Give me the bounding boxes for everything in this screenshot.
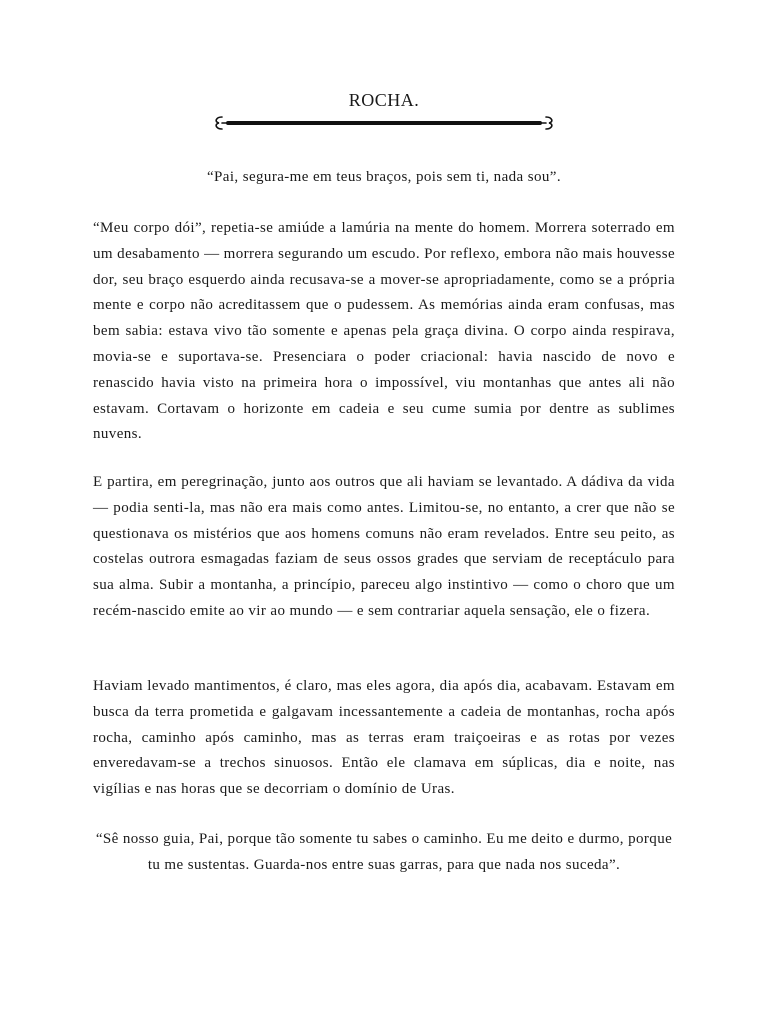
closing-quote: “Sê nosso guia, Pai, porque tão somente tu sabes o caminho. Eu me deito e durmo, porque tu me sustentas. Guarda-nos entre suas garras, para que nada nos suceda”. [95,831,673,873]
epigraph: “Pai, segura-me em teus braços, pois sem ti, nada sou”. [207,169,561,185]
body-paragraph-2: E partira, em peregrinação, junto aos outros que ali haviam se levantado. A dádiva da vida — podia senti-la, mas não era mais como antes. Limitou-se, no entanto, a crer que não se questionava os mistérios que aos homens comuns não eram revelados. Entre seu peito, as costelas outrora esmagadas faziam de seus ossos grades que serviam de receptáculo para sua alma. Subir a montanha, a princípio, pareceu algo instintivo — como o choro que um recém-nascido emite ao vir ao mundo — e sem contrariar aquela sensação, ele o fizera. [93,474,675,619]
body-paragraph-3: Haviam levado mantimentos, é claro, mas eles agora, dia após dia, acabavam. Estavam em busca da terra prometida e galgavam incessantemente a cadeia de montanhas, rocha após rocha, caminho após caminho, mas as terras eram traiçoeiras e as rotas por vezes enveredavam-se a trechos sinuosos. Então ele clamava em súplicas, dia e noite, nas vigílias e nas horas que se decorriam o domínio de Uras. [93,678,675,798]
page-title: ROCHA. [348,90,420,110]
flourish-divider-icon [212,110,556,136]
body-paragraph-1: “Meu corpo dói”, repetia-se amiúde a lamúria na mente do homem. Morrera soterrado em um desabamento — morrera segurando um escudo. Por reflexo, embora não mais houvesse dor, seu braço esquerdo ainda recusava-se a mover-se apropriadamente, como se a própria mente e corpo não acreditassem que o pudessem. As memórias ainda eram confusas, mas bem sabia: estava vivo tão somente e apenas pela graça divina. O corpo ainda respirava, movia-se e suportava-se. Presenciara o poder criacional: havia nascido de novo e renascido havia visto na primeira hora o impossível, viu montanhas que antes ali não estavam. Cortavam o horizonte em cadeia e seu cume sumia por dentre as sublimes nuvens. [93,220,675,443]
